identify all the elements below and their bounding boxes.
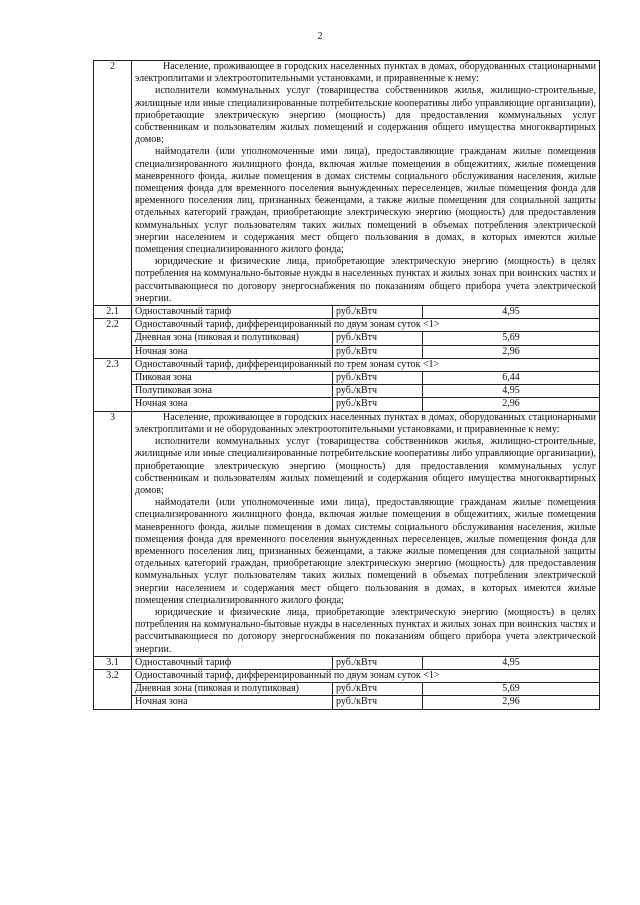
zone-unit: руб./кВтч	[333, 683, 423, 696]
description-paragraph: наймодатели (или уполномоченные ими лица), предоставляющие гражданам жилые помещения специализированного жилищного фонда, включая жилые помещения в общежитиях, жилые помещения маневренного фонда, жилые помещения в домах системы социального обслуживания населения, жилые помещения фонда для временного поселения вынужденных переселенцев, жилые помещения фонда для временного поселения лиц, признанных беженцами, а также жилые помещения для социальной защиты отдельных категорий граждан, приобретающие электрическую энергию (мощность) для предоставления коммунальных услуг пользователям таких жилых помещений в объемах потребления электрической энергии населением и содержания мест общего пользования в домах, в которых имеются жилые помещения специализированного жилого фонда;	[135, 497, 596, 606]
description-paragraph: исполнители коммунальных услуг (товарищества собственников жилья, жилищно-строительные, жилищные или иные специализированные потребительские кооперативы либо управляющие организации), приобретающие электрическую энергию (мощность) для предоставления коммунальных услуг собственникам и пользователям жилых помещений и содержания общего имущества многоквартирных домов;	[135, 85, 596, 146]
page-number: 2	[317, 31, 323, 42]
tariff-unit: руб./кВтч	[333, 656, 423, 669]
tariff-name: Одноставочный тариф	[132, 656, 333, 669]
subsection-number: 2.1	[94, 306, 132, 319]
section-number: 3	[94, 411, 132, 656]
tariff-rate: 4,95	[423, 656, 600, 669]
section-description	[132, 411, 600, 656]
zone-row	[94, 683, 600, 696]
section-description-row	[94, 61, 600, 306]
description-paragraph: наймодатели (или уполномоченные ими лица), предоставляющие гражданам жилые помещения специализированного жилищного фонда, включая жилые помещения в общежитиях, жилые помещения маневренного фонда, жилые помещения в домах системы социального обслуживания населения, жилые помещения фонда для временного поселения вынужденных переселенцев, жилые помещения фонда для временного поселения лиц, признанных беженцами, а также жилые помещения для социальной защиты отдельных категорий граждан, приобретающие электрическую энергию (мощность) для предоставления коммунальных услуг пользователям таких жилых помещений в объемах потребления электрической энергии населением и содержания мест общего пользования в домах, в которых имеются жилые помещения специализированного жилого фонда;	[135, 146, 596, 256]
zone-unit: руб./кВтч	[333, 372, 423, 385]
zone-label: Ночная зона	[132, 696, 333, 709]
zone-unit: руб./кВтч	[333, 696, 423, 709]
description-paragraph: Население, проживающее в городских населенных пунктах в домах, оборудованных стационарными электроплитами и электроотопительными установками, и приравненные к нему:	[135, 61, 596, 85]
zone-rate: 2,96	[423, 696, 600, 709]
tariff-heading: Одноставочный тариф, дифференцированный по трем зонам суток <1>	[132, 358, 600, 371]
zone-row	[94, 332, 600, 345]
tariff-heading: Одноставочный тариф, дифференцированный по двум зонам суток <1>	[132, 319, 600, 332]
tariff-rate: 4,95	[423, 306, 600, 319]
zone-rate: 2,96	[423, 345, 600, 358]
subsection-number: 2.3	[94, 358, 132, 411]
zone-label: Дневная зона (пиковая и полупиковая)	[132, 332, 333, 345]
zone-unit: руб./кВтч	[333, 332, 423, 345]
subsection-number: 3.2	[94, 669, 132, 709]
zone-row	[94, 372, 600, 385]
description-paragraph: юридические и физические лица, приобретающие электрическую энергию (мощность) в целях потребления на коммунально-бытовые нужды в населенных пунктах и жилых зонах при воинских частях и рассчитывающиеся по договору энергоснабжения по показаниям общего прибора учета электрической энергии.	[135, 256, 596, 304]
tariff-name: Одноставочный тариф	[132, 306, 333, 319]
tariff-unit: руб./кВтч	[333, 306, 423, 319]
zone-label: Дневная зона (пиковая и полупиковая)	[132, 683, 333, 696]
subsection-number: 3.1	[94, 656, 132, 669]
section-number: 2	[94, 61, 132, 306]
zone-label: Ночная зона	[132, 398, 333, 411]
section-description-row	[94, 411, 600, 656]
zone-row	[94, 398, 600, 411]
tariff-table-body	[94, 61, 600, 710]
tariff-row	[94, 669, 600, 682]
description-paragraph: юридические и физические лица, приобретающие электрическую энергию (мощность) в целях потребления на коммунально-бытовые нужды в населенных пунктах и жилых зонах при воинских частях и рассчитывающиеся по договору энергоснабжения по показаниям общего прибора учета электрической энергии.	[135, 606, 596, 655]
zone-unit: руб./кВтч	[333, 345, 423, 358]
zone-row	[94, 385, 600, 398]
tariff-row	[94, 306, 600, 319]
zone-rate: 5,69	[423, 683, 600, 696]
zone-rate: 6,44	[423, 372, 600, 385]
tariff-row	[94, 319, 600, 332]
tariff-row	[94, 656, 600, 669]
zone-unit: руб./кВтч	[333, 398, 423, 411]
description-paragraph: Население, проживающее в городских населенных пунктах в домах, оборудованных стационарными электроплитами и не оборудованных электроотопительными установками, и приравненные к нему:	[135, 411, 596, 435]
tariff-table	[93, 60, 600, 710]
zone-unit: руб./кВтч	[333, 385, 423, 398]
zone-rate: 2,96	[423, 398, 600, 411]
subsection-number: 2.2	[94, 319, 132, 359]
zone-rate: 4,95	[423, 385, 600, 398]
zone-label: Полупиковая зона	[132, 385, 333, 398]
zone-rate: 5,69	[423, 332, 600, 345]
zone-label: Пиковая зона	[132, 372, 333, 385]
tariff-row	[94, 358, 600, 371]
tariff-heading: Одноставочный тариф, дифференцированный по двум зонам суток <1>	[132, 669, 600, 682]
zone-row	[94, 345, 600, 358]
zone-label: Ночная зона	[132, 345, 333, 358]
zone-row	[94, 696, 600, 709]
section-description	[132, 61, 600, 306]
description-paragraph: исполнители коммунальных услуг (товарищества собственников жилья, жилищно-строительные, жилищные или иные специализированные потребительские кооперативы либо управляющие организации), приобретающие электрическую энергию (мощность) для предоставления коммунальных услуг собственникам и пользователям жилых помещений и содержания общего имущества многоквартирных домов;	[135, 436, 596, 496]
